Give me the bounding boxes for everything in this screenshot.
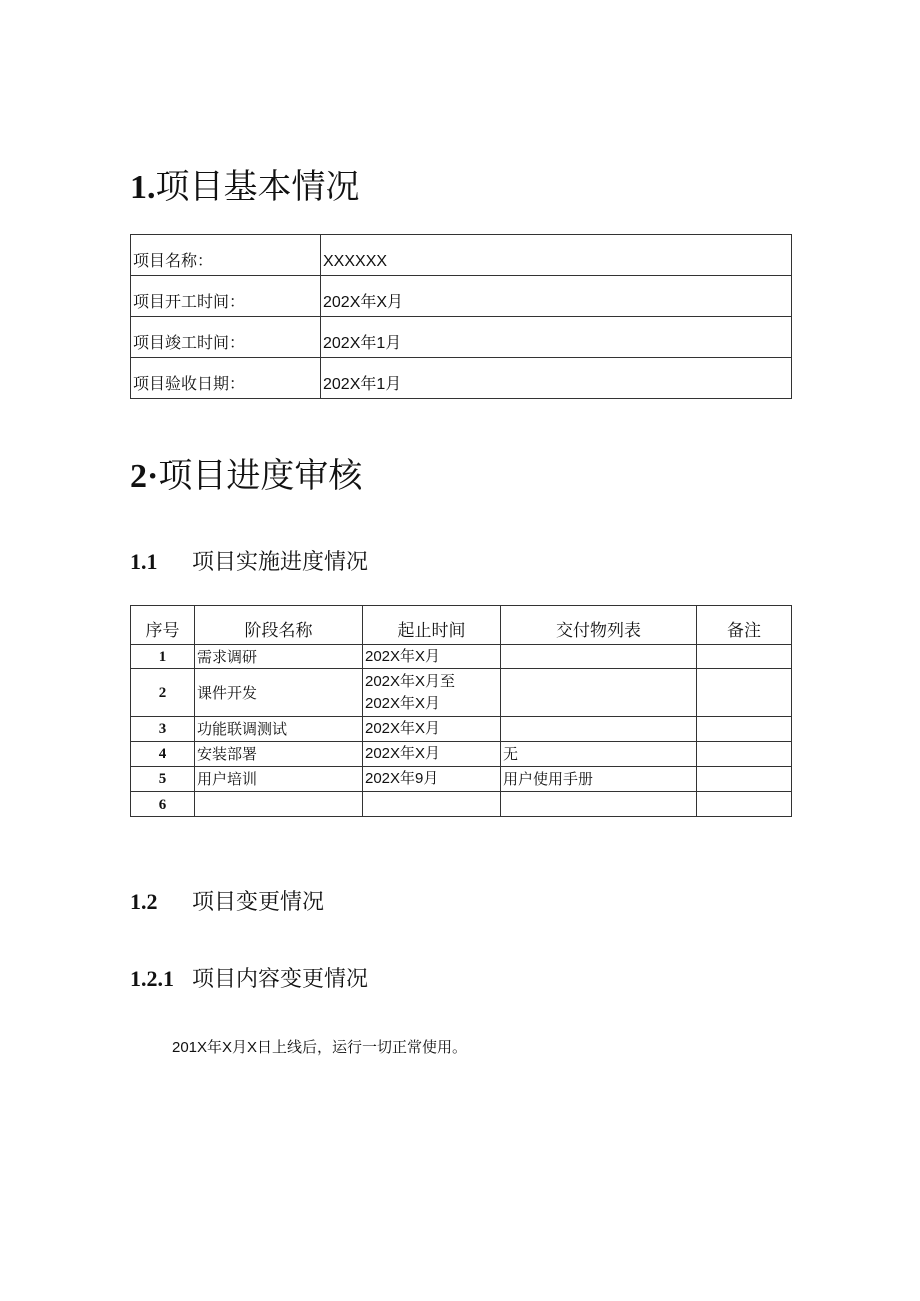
note [697, 645, 792, 669]
subsection-1-2-1-heading [130, 965, 368, 994]
time-range [363, 669, 501, 717]
subsection-1-2-heading [130, 888, 324, 917]
note [697, 767, 792, 792]
subsection-number: 1.2.1 [130, 966, 174, 991]
row-number: 2 [131, 669, 195, 717]
row-number: 3 [131, 717, 195, 742]
row-number: 4 [131, 742, 195, 767]
subsection-title: 项目变更情况 [192, 890, 325, 915]
info-label: 项目竣工时间： [131, 317, 321, 358]
header-cell: 交付物列表 [501, 606, 697, 645]
info-value: 202X年1月 [321, 317, 792, 358]
time-range: 202X年9月 [363, 767, 501, 792]
table-row [131, 742, 792, 767]
table-header-row [131, 606, 792, 645]
row-number: 5 [131, 767, 195, 792]
deliverable: 无 [501, 742, 697, 767]
section-2-number: 2· [130, 458, 159, 495]
deliverable [501, 645, 697, 669]
info-row [131, 276, 792, 317]
stage-name: 用户培训 [195, 767, 363, 792]
subsection-number: 1.2 [130, 889, 158, 914]
info-label: 项目名称： [131, 235, 321, 276]
stage-name: 课件开发 [195, 669, 363, 717]
header-cell: 序号 [131, 606, 195, 645]
row-number: 6 [131, 792, 195, 817]
table-row [131, 669, 792, 717]
table-row [131, 767, 792, 792]
stage-name: 功能联调测试 [195, 717, 363, 742]
time-range: 202X年X月 [363, 717, 501, 742]
info-row [131, 235, 792, 276]
stage-name: 需求调研 [195, 645, 363, 669]
header-cell: 起止时间 [363, 606, 501, 645]
deliverable: 用户使用手册 [501, 767, 697, 792]
stage-name: 安装部署 [195, 742, 363, 767]
deliverable [501, 669, 697, 717]
project-info-table [130, 234, 792, 399]
subsection-title: 项目内容变更情况 [192, 967, 369, 992]
table-row [131, 792, 792, 817]
header-cell: 阶段名称 [195, 606, 363, 645]
info-label: 项目开工时间： [131, 276, 321, 317]
header-cell: 备注 [697, 606, 792, 645]
info-row [131, 358, 792, 399]
subsection-1-1-heading [130, 548, 368, 577]
table-row [131, 717, 792, 742]
info-row [131, 317, 792, 358]
time-range: 202X年X月 [363, 742, 501, 767]
info-label: 项目验收日期： [131, 358, 321, 399]
stage-name [195, 792, 363, 817]
note [697, 792, 792, 817]
info-value: 202X年1月 [321, 358, 792, 399]
time-range-line: 202X年X月至 [365, 672, 456, 690]
body-paragraph: 201X年X月X日上线后，运行一切正常使用。 [172, 1039, 468, 1056]
section-1-number: 1. [130, 169, 156, 206]
section-2-title: 项目进度审核 [158, 456, 363, 496]
note [697, 717, 792, 742]
section-1-title: 项目基本情况 [155, 167, 360, 207]
progress-table [130, 605, 792, 817]
note [697, 742, 792, 767]
section-1-heading [130, 167, 360, 208]
subsection-title: 项目实施进度情况 [192, 550, 369, 575]
row-number: 1 [131, 645, 195, 669]
section-2-heading [130, 456, 362, 497]
info-value: XXXXXX [321, 235, 792, 276]
note [697, 669, 792, 717]
info-value: 202X年X月 [321, 276, 792, 317]
time-range: 202X年X月 [363, 645, 501, 669]
deliverable [501, 717, 697, 742]
table-row [131, 645, 792, 669]
deliverable [501, 792, 697, 817]
subsection-number: 1.1 [130, 549, 158, 574]
time-range [363, 792, 501, 817]
time-range-line: 202X年X月 [365, 694, 441, 712]
